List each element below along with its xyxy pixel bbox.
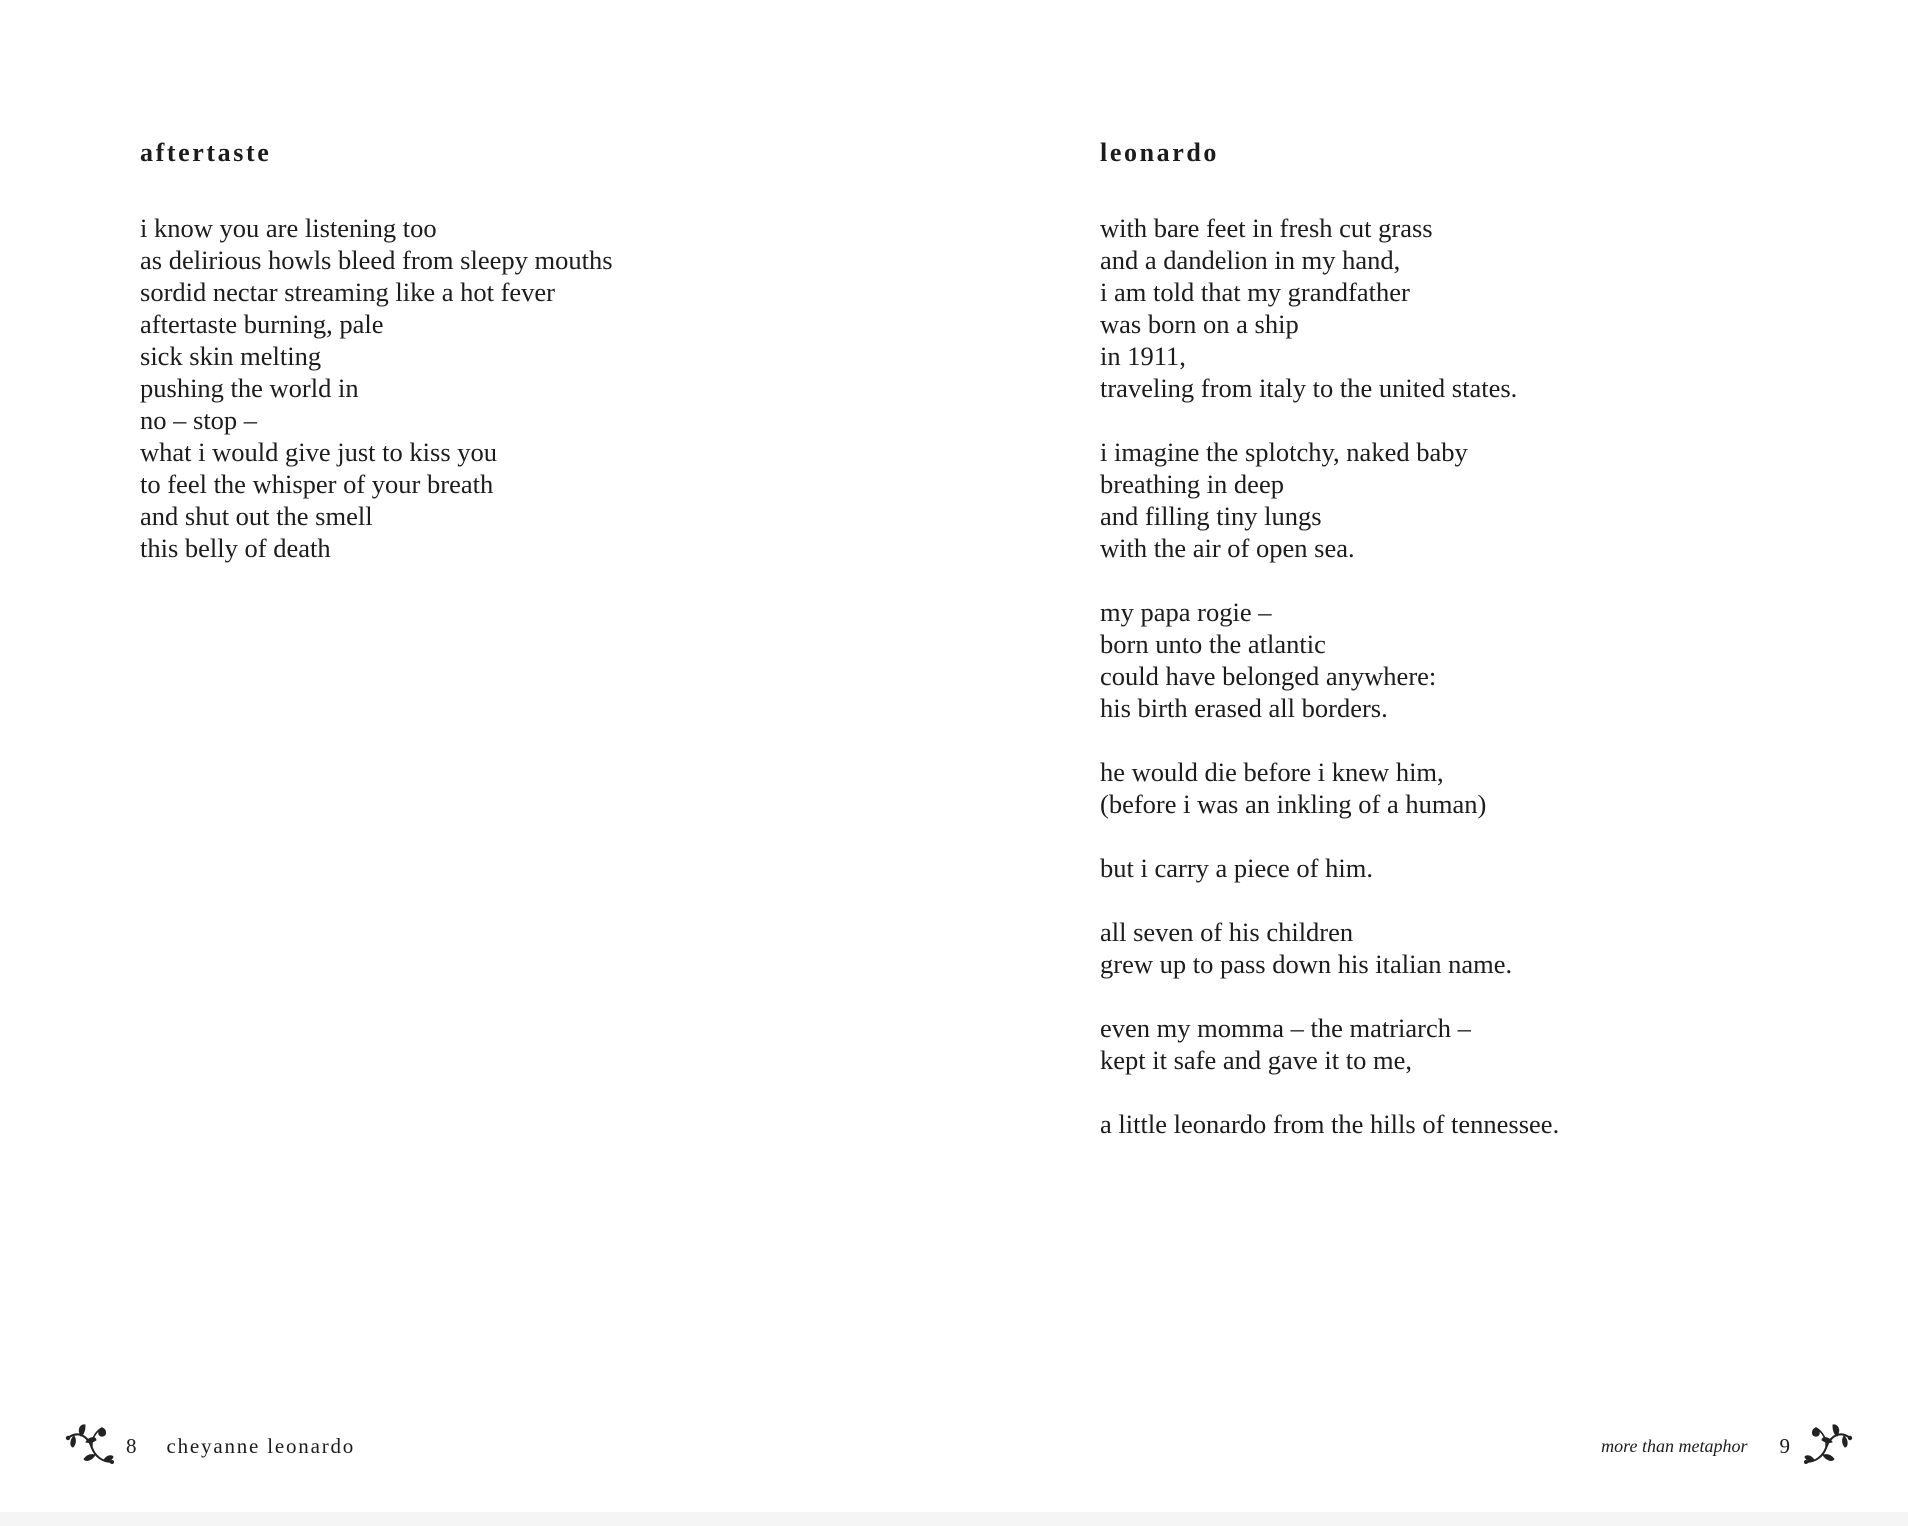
poem-line: to feel the whisper of your breath [140,469,494,499]
poem-body [140,212,613,564]
poem-line: breathing in deep [1100,469,1284,499]
poem [140,138,613,596]
poem-line: and filling tiny lungs [1100,501,1322,531]
poem-body [1100,212,1559,1140]
stanza [1100,596,1559,724]
stanza [1100,436,1559,564]
page-number: 9 [1779,1433,1790,1458]
running-head-book-title: more than metaphor [1601,1435,1748,1456]
poem-line: his birth erased all borders. [1100,693,1388,723]
poem-line: and a dandelion in my hand, [1100,245,1401,275]
poem-line: this belly of death [140,533,331,563]
running-head-author: cheyanne leonardo [166,1433,356,1458]
poem-line: with the air of open sea. [1100,533,1355,563]
stanza [1100,756,1559,820]
page-footer [1601,1420,1854,1472]
poem-line: grew up to pass down his italian name. [1100,949,1513,979]
poem-line: even my momma – the matriarch – [1100,1013,1471,1043]
poem-line: could have belonged anywhere: [1100,661,1437,691]
page-footer [64,1420,355,1472]
poem-line: what i would give just to kiss you [140,437,498,467]
poem-line: born unto the atlantic [1100,629,1326,659]
poem-line: kept it safe and gave it to me, [1100,1045,1413,1075]
poem-line: in 1911, [1100,341,1186,371]
stanza [140,212,613,564]
poem-line: was born on a ship [1100,309,1299,339]
poem-line: and shut out the smell [140,501,373,531]
poem-line: my papa rogie – [1100,597,1272,627]
floral-ornament-icon [1802,1422,1854,1470]
stanza [1100,852,1559,884]
stanza [1100,212,1559,404]
poem-line: sick skin melting [140,341,322,371]
poem-line: but i carry a piece of him. [1100,853,1373,883]
stanza [1100,1108,1559,1140]
poem-line: aftertaste burning, pale [140,309,384,339]
poem-line: sordid nectar streaming like a hot fever [140,277,556,307]
poem-line: (before i was an inkling of a human) [1100,789,1487,819]
floral-ornament-icon [64,1422,116,1470]
poem-title: aftertaste [140,138,272,167]
poem-line: pushing the world in [140,373,359,403]
stanza [1100,916,1559,980]
right-page [954,0,1908,1512]
poem-line: as delirious howls bleed from sleepy mouths [140,245,613,275]
poem-line: traveling from italy to the united states. [1100,373,1518,403]
poem-line: i know you are listening too [140,213,437,243]
stanza [1100,1012,1559,1076]
poem-title: leonardo [1100,138,1220,167]
poem-line: no – stop – [140,405,258,435]
poem-line: he would die before i knew him, [1100,757,1444,787]
left-page [0,0,954,1512]
poem-line: a little leonardo from the hills of tennessee. [1100,1109,1560,1139]
poem-line: i imagine the splotchy, naked baby [1100,437,1468,467]
poem [1100,138,1559,1172]
page-number: 8 [126,1433,137,1458]
poem-line: i am told that my grandfather [1100,277,1410,307]
poem-line: all seven of his children [1100,917,1354,947]
poem-line: with bare feet in fresh cut grass [1100,213,1433,243]
